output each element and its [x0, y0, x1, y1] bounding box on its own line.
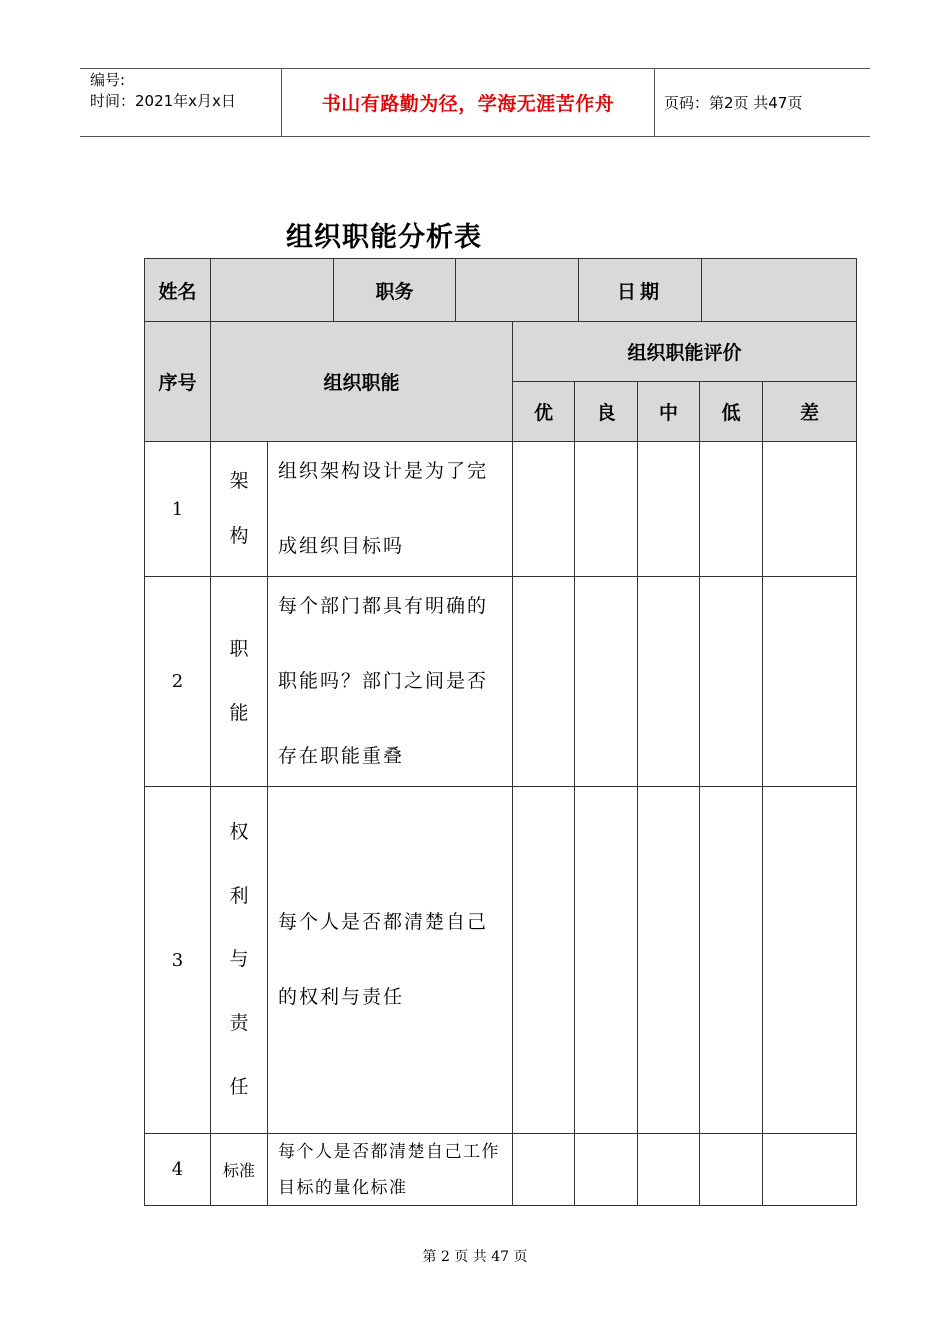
table-row-3-rating-excellent[interactable] [512, 786, 575, 1134]
table-row-3-category [210, 786, 268, 1134]
rating-label: 低 [721, 402, 741, 424]
table-row-1-rating-good[interactable] [574, 441, 638, 577]
header-motto: 书山有路勤为径，学海无涯苦作舟 [321, 92, 615, 115]
date-label-cell [578, 258, 702, 322]
rating-header-good [574, 381, 638, 442]
table-row-4-seq [144, 1133, 211, 1206]
header-page-info: 页码：第2页 共47页 [664, 94, 803, 112]
table-row-2-description [267, 576, 513, 787]
table-row-4-rating-low[interactable] [699, 1133, 763, 1206]
category-char: 能 [229, 702, 249, 725]
category-char: 职 [229, 637, 249, 660]
table-row-1-rating-poor[interactable] [762, 441, 857, 577]
date-value-cell[interactable] [701, 258, 857, 322]
rating-header-medium [637, 381, 700, 442]
table-row-1-rating-excellent[interactable] [512, 441, 575, 577]
position-label-cell [333, 258, 456, 322]
evaluation-header: 组织职能评价 [627, 342, 742, 364]
category-char: 构 [229, 525, 249, 547]
description-text: 每个人是否都清楚自己的权利与责任 [278, 911, 489, 1008]
table-row-1-seq [144, 441, 211, 577]
name-label-cell [144, 258, 211, 322]
table-row-4-rating-excellent[interactable] [512, 1133, 575, 1206]
description-text: 每个人是否都清楚自己工作目标的量化标准 [278, 1141, 500, 1198]
rating-label: 差 [799, 402, 819, 424]
table-row-4-description [267, 1133, 513, 1206]
table-row-3-rating-poor[interactable] [762, 786, 857, 1134]
header-code-label: 编号: [90, 71, 126, 89]
table-row-1-category [210, 441, 268, 577]
table-row-3-rating-medium[interactable] [637, 786, 700, 1134]
table-row-2-seq [144, 576, 211, 787]
seq-number: 4 [171, 1159, 184, 1180]
page-title: 组织职能分析表 [286, 222, 482, 253]
evaluation-header-cell [512, 321, 857, 382]
table-row-2-category [210, 576, 268, 787]
table-row-2-rating-excellent[interactable] [512, 576, 575, 787]
category-char: 利 [229, 884, 249, 907]
rating-header-excellent [512, 381, 575, 442]
table-row-1-rating-low[interactable] [699, 441, 763, 577]
rating-header-low [699, 381, 763, 442]
rating-header-poor [762, 381, 857, 442]
category-char: 与 [229, 948, 249, 971]
name-value-cell[interactable] [210, 258, 334, 322]
name-label: 姓名 [158, 280, 197, 303]
date-label: 日期 [616, 280, 663, 303]
table-row-2-rating-medium[interactable] [637, 576, 700, 787]
category-text: 标准 [222, 1161, 255, 1180]
description-text: 组织架构设计是为了完成组织目标吗 [278, 460, 489, 557]
table-row-4-rating-medium[interactable] [637, 1133, 700, 1206]
category-char: 任 [229, 1075, 249, 1098]
table-row-2-rating-low[interactable] [699, 576, 763, 787]
seq-number: 2 [171, 671, 184, 692]
seq-header: 序号 [158, 372, 197, 394]
header-time-label: 时间：2021年x月x日 [90, 92, 236, 110]
category-char: 架 [229, 470, 249, 492]
table-row-1-rating-medium[interactable] [637, 441, 700, 577]
table-row-2-rating-good[interactable] [574, 576, 638, 787]
category-char: 权 [229, 821, 249, 844]
seq-number: 3 [171, 949, 184, 971]
seq-header-cell [144, 321, 211, 442]
rating-label: 良 [596, 402, 616, 424]
function-header-cell [210, 321, 513, 442]
header-meta [90, 70, 236, 112]
page-footer: 第 2 页 共 47 页 [422, 1249, 528, 1265]
table-row-4-category [210, 1133, 268, 1206]
header-bottom-rule [80, 136, 870, 137]
header-divider-2 [654, 68, 655, 136]
table-row-1-description [267, 441, 513, 577]
position-value-cell[interactable] [455, 258, 579, 322]
rating-label: 中 [658, 402, 678, 424]
table-row-2-rating-poor[interactable] [762, 576, 857, 787]
function-header: 组织职能 [323, 372, 400, 394]
description-text: 每个部门都具有明确的职能吗？部门之间是否存在职能重叠 [278, 595, 489, 767]
position-label: 职务 [375, 280, 414, 303]
table-row-3-rating-low[interactable] [699, 786, 763, 1134]
table-row-3-seq [144, 786, 211, 1134]
table-row-3-description [267, 786, 513, 1134]
category-char: 责 [229, 1012, 249, 1035]
table-row-4-rating-good[interactable] [574, 1133, 638, 1206]
table-row-3-rating-good[interactable] [574, 786, 638, 1134]
table-row-4-rating-poor[interactable] [762, 1133, 857, 1206]
rating-label: 优 [533, 402, 553, 424]
seq-number: 1 [171, 498, 184, 520]
